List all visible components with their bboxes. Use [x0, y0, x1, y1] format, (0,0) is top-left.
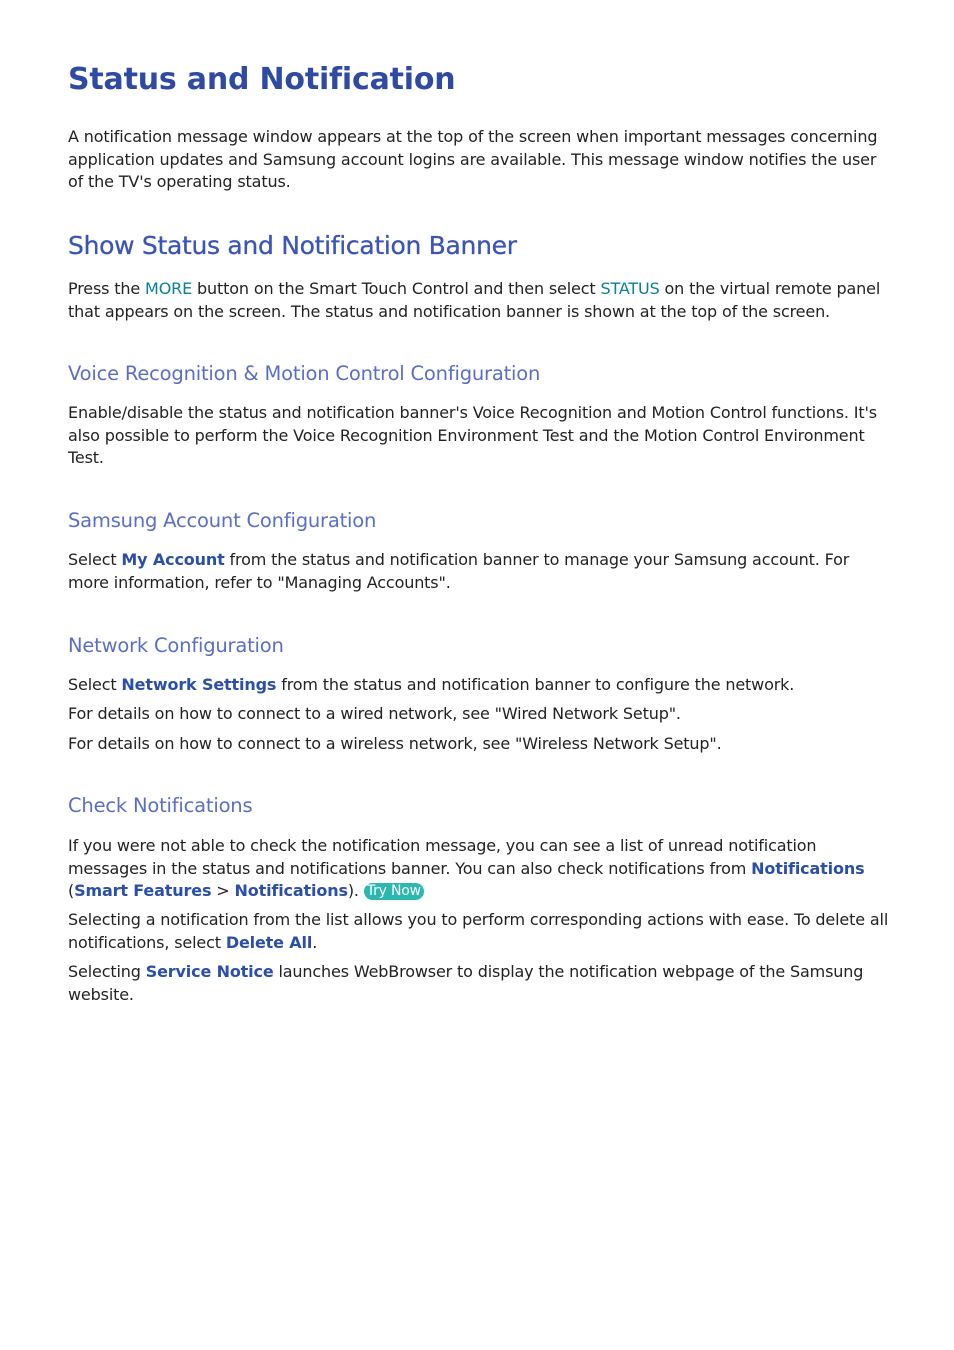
text-segment: Select [68, 550, 122, 569]
text-segment: Select [68, 675, 122, 694]
page-title: Status and Notification [68, 62, 456, 97]
keyword-service-notice: Service Notice [145, 962, 274, 981]
keyword-status: STATUS [600, 279, 660, 298]
intro-paragraph: A notification message window appears at the top of the screen when important messages concerning application updates and Samsung account logins are available. This message window notifies the user of the TV's operating status. [68, 127, 878, 191]
network-paragraph-3: For details on how to connect to a wireless network, see "Wireless Network Setup". [68, 734, 722, 753]
subsection-heading-voice: Voice Recognition & Motion Control Configuration [68, 362, 541, 385]
text-segment: > [211, 881, 235, 900]
text-segment: ). [347, 881, 364, 900]
keyword-delete-all: Delete All [225, 932, 313, 952]
keyword-network-settings: Network Settings [121, 675, 277, 694]
section-heading-show-banner: Show Status and Notification Banner [68, 231, 517, 260]
text-segment: button on the Smart Touch Control and then select [192, 279, 601, 298]
text-segment: Selecting a notification from the list allows you to perform corresponding actions with ease. To delete all notifications, select [68, 910, 889, 952]
text-segment: on the virtual remote panel that appears on the screen. The status and notification banner is shown at the top of the screen. [68, 279, 881, 321]
text-segment: Press the [68, 279, 146, 298]
check-paragraph-1 [68, 835, 894, 903]
network-paragraph-2: For details on how to connect to a wired network, see "Wired Network Setup". [68, 704, 681, 723]
keyword-my-account: My Account [121, 550, 225, 569]
keyword-notifications-menu: Notifications [234, 881, 348, 900]
check-paragraph-3 [68, 961, 894, 1006]
text-segment: from the status and notification banner to configure the network. [276, 675, 795, 694]
account-paragraph [68, 549, 894, 594]
subsection-heading-check: Check Notifications [68, 794, 253, 817]
text-segment: Selecting [68, 962, 146, 981]
voice-paragraph: Enable/disable the status and notification banner's Voice Recognition and Motion Control functions. It's also possible to perform the Voice Recognition Environment Test and the Motion Control Environment Test. [68, 403, 877, 467]
show-banner-paragraph [68, 278, 894, 323]
keyword-more: MORE [145, 279, 193, 298]
subsection-heading-network: Network Configuration [68, 634, 284, 657]
subsection-heading-account: Samsung Account Configuration [68, 509, 377, 532]
network-paragraph-1 [68, 674, 894, 697]
text-segment: If you were not able to check the notification message, you can see a list of unread notification messages in the status and notifications banner. You can also check notifications from [68, 836, 817, 878]
text-segment: ( [68, 881, 75, 900]
text-segment: . [312, 932, 318, 952]
keyword-notifications: Notifications [751, 858, 865, 878]
keyword-smart-features: Smart Features [74, 881, 212, 900]
try-now-button[interactable]: Try Now [364, 883, 424, 900]
text-segment: from the status and notification banner to manage your Samsung account. For more information, refer to "Managing Accounts". [68, 550, 850, 592]
text-segment: launches WebBrowser to display the notification webpage of the Samsung website. [68, 962, 864, 1004]
check-paragraph-2 [68, 909, 894, 954]
